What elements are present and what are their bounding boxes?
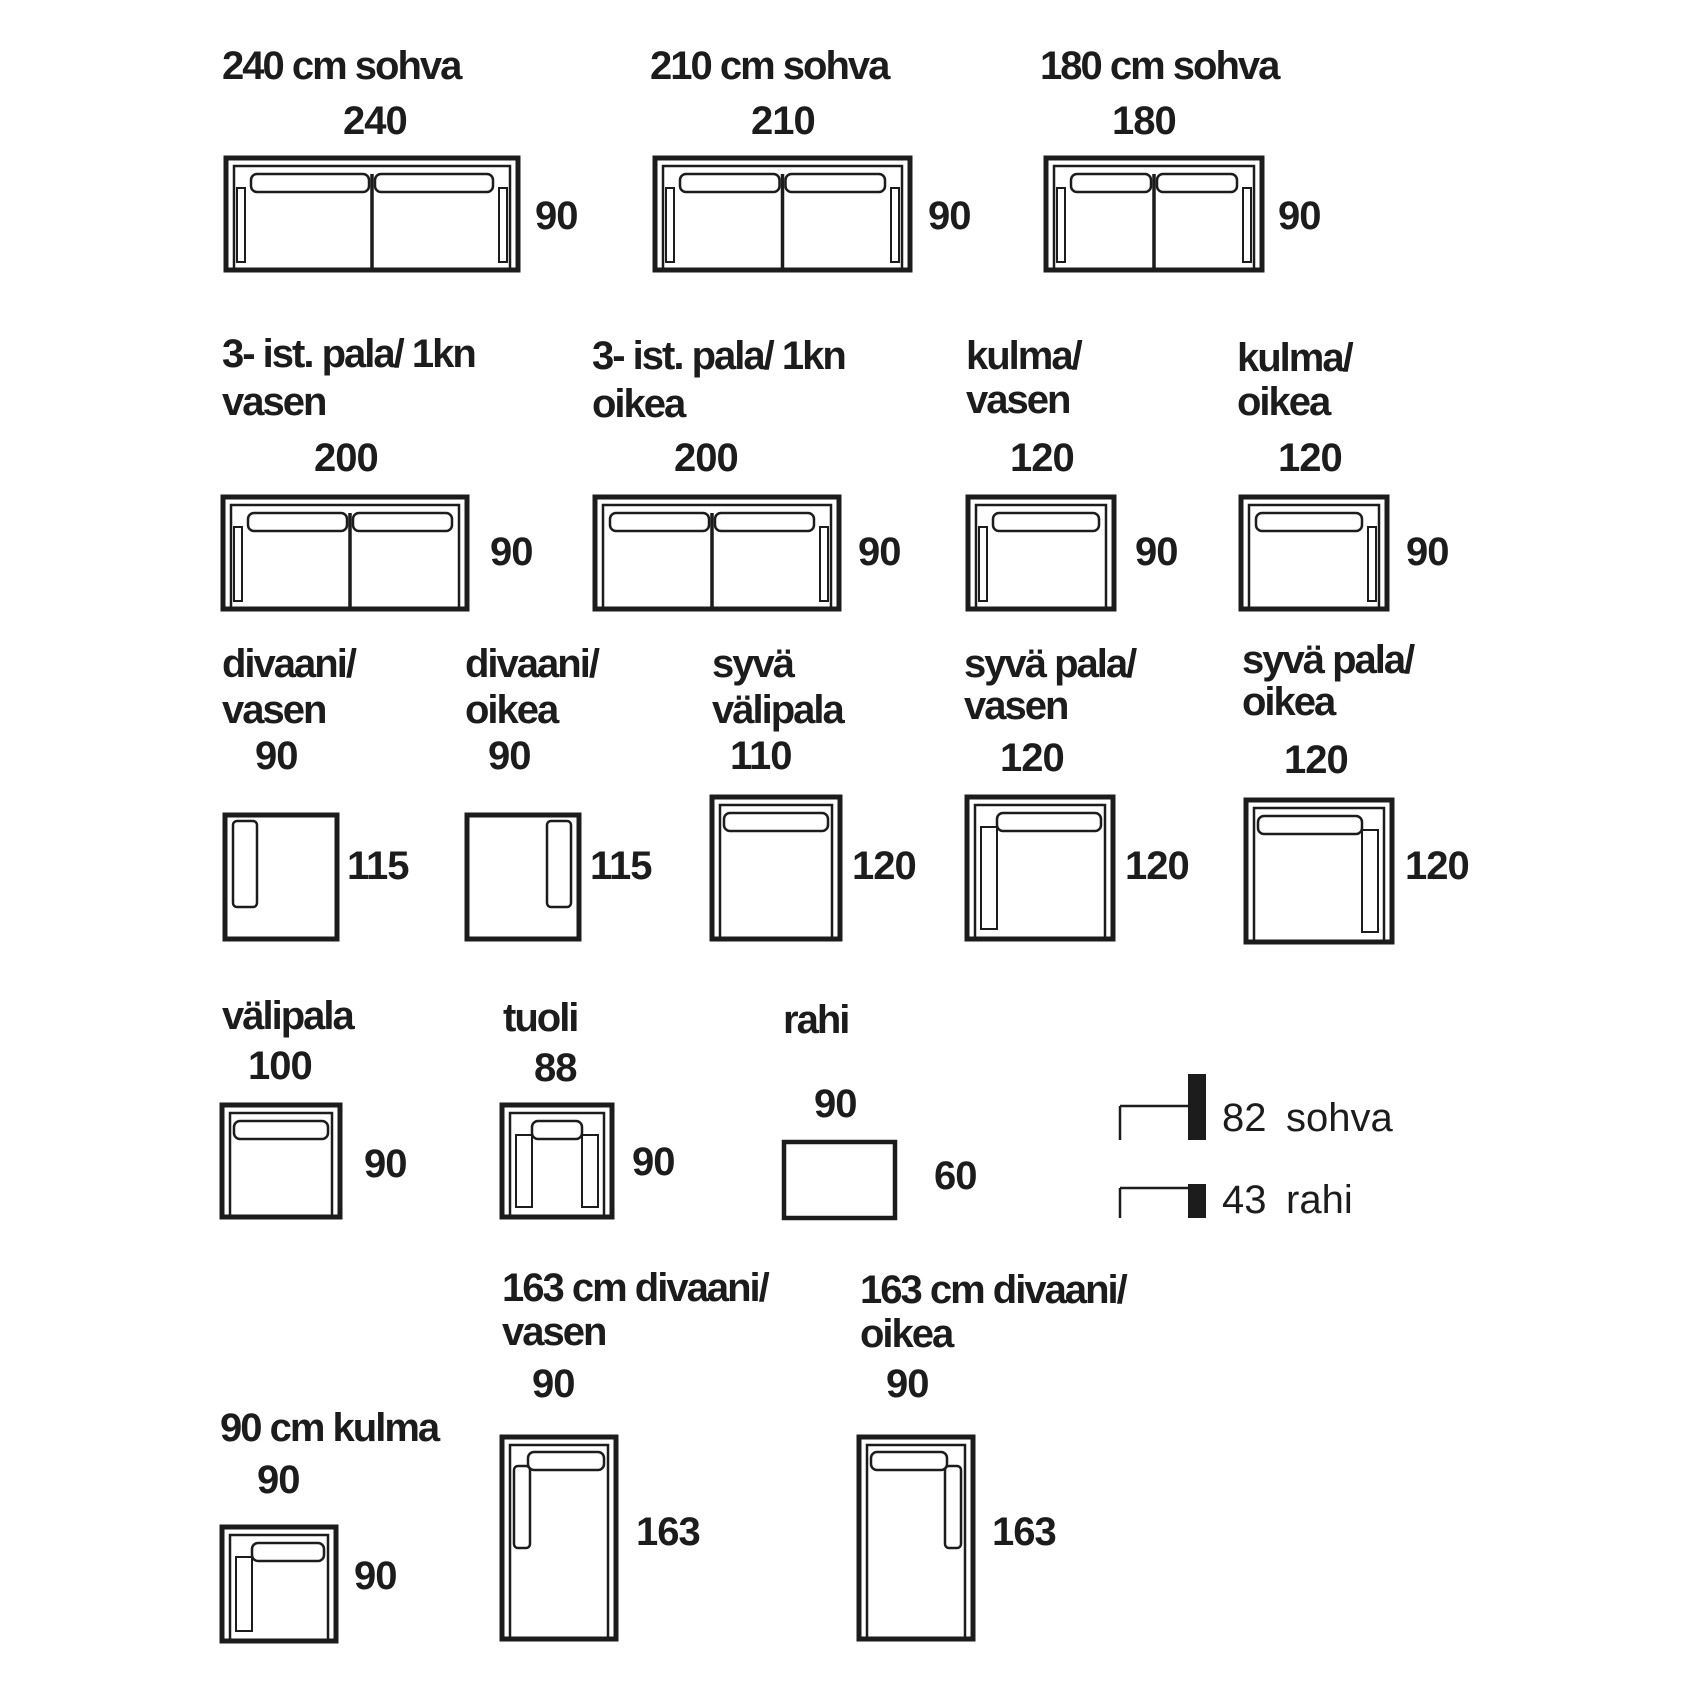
title-divanright-2: oikea — [465, 688, 558, 732]
title-midpiece: välipala — [222, 994, 353, 1038]
depth-cornerright: 90 — [1406, 530, 1449, 574]
depth-deepright: 120 — [1405, 844, 1469, 888]
seat3-left-frame — [231, 505, 459, 609]
seat3-left-back-cushion — [248, 513, 347, 531]
ottoman-outline — [784, 1142, 895, 1218]
chair-frame — [510, 1113, 604, 1217]
seat3-right-frame — [603, 505, 831, 609]
divan163-left-back-cushion — [528, 1452, 604, 1470]
depth-divanright: 115 — [590, 844, 652, 888]
deep-right-right-arm — [1362, 830, 1378, 932]
title-seat3left-1: 3- ist. pala/ 1kn — [222, 332, 475, 376]
sofa-210-right-arm — [891, 188, 899, 262]
deep-left — [967, 797, 1113, 939]
title-cornerright-2: oikea — [1237, 380, 1330, 424]
width-sofa180: 180 — [1112, 99, 1176, 143]
depth-divan163left: 163 — [636, 1510, 700, 1554]
sofa-240-back-cushion — [251, 174, 369, 192]
title-deepleft-2: vasen — [964, 684, 1068, 728]
seat3-right — [595, 497, 839, 609]
depth-chair: 90 — [632, 1140, 675, 1184]
legend-sofa-symbol — [1120, 1074, 1206, 1140]
width-divan163left: 90 — [532, 1362, 575, 1406]
depth-sofa180: 90 — [1278, 194, 1321, 238]
divan163-right-frame — [867, 1445, 965, 1639]
deep-left-back-cushion — [997, 813, 1101, 831]
corner-right-frame — [1249, 505, 1379, 609]
title-corner90: 90 cm kulma — [220, 1406, 439, 1450]
deep-left-outline — [967, 797, 1113, 939]
sofa-180-back-cushion — [1157, 174, 1237, 192]
depth-sofa210: 90 — [928, 194, 971, 238]
mid-piece — [222, 1105, 340, 1217]
deep-left-frame — [975, 805, 1105, 939]
divan-left-arm — [233, 821, 257, 907]
mid-piece-back-cushion — [234, 1121, 328, 1139]
title-divan163right-1: 163 cm divaani/ — [860, 1268, 1126, 1312]
divan-right-outline — [467, 815, 579, 939]
title-deepright-2: oikea — [1242, 680, 1335, 724]
title-divanleft-2: vasen — [222, 688, 326, 732]
sofa-180-left-arm — [1057, 188, 1065, 262]
deep-mid-outline — [712, 797, 840, 939]
divan163-right-back-cushion — [871, 1452, 947, 1470]
seat3-right-right-arm — [820, 527, 828, 601]
title-cornerright-1: kulma/ — [1237, 336, 1352, 380]
divan-right — [467, 815, 579, 939]
deep-mid — [712, 797, 840, 939]
seat3-left-back-cushion — [353, 513, 452, 531]
corner-right-back-cushion — [1256, 513, 1362, 531]
mid-piece-frame — [230, 1113, 332, 1217]
title-deepmid-1: syvä — [712, 642, 793, 686]
sofa-180-back-cushion — [1071, 174, 1151, 192]
title-sofa210: 210 cm sohva — [650, 44, 889, 88]
depth-divan163right: 163 — [992, 1510, 1056, 1554]
corner-left-frame — [976, 505, 1106, 609]
title-divanleft-1: divaani/ — [222, 642, 355, 686]
width-divanright: 90 — [488, 734, 531, 778]
deep-right-outline — [1246, 800, 1392, 942]
title-divan163left-2: vasen — [502, 1310, 606, 1354]
title-deepright-1: syvä pala/ — [1242, 638, 1414, 682]
depth-ottoman: 60 — [934, 1154, 977, 1198]
divan163-left — [502, 1437, 616, 1639]
corner-90 — [222, 1527, 336, 1641]
corner-90-back-cushion — [252, 1543, 324, 1561]
width-cornerright: 120 — [1278, 436, 1342, 480]
corner-right — [1241, 497, 1387, 609]
title-divan163right-2: oikea — [860, 1312, 953, 1356]
title-sofa180: 180 cm sohva — [1040, 44, 1279, 88]
depth-seat3left: 90 — [490, 530, 533, 574]
title-divan163left-1: 163 cm divaani/ — [502, 1266, 768, 1310]
divan163-left-outline — [502, 1437, 616, 1639]
width-seat3right: 200 — [674, 436, 738, 480]
divan-left — [225, 815, 337, 939]
divan163-left-arm — [514, 1466, 530, 1548]
divan163-right — [859, 1437, 973, 1639]
seat3-right-back-cushion — [610, 513, 709, 531]
sofa-210-back-cushion — [786, 174, 886, 192]
divan163-left-frame — [510, 1445, 608, 1639]
corner-left-back-cushion — [993, 513, 1099, 531]
sofa-210-back-cushion — [680, 174, 780, 192]
width-divan163right: 90 — [886, 1362, 929, 1406]
deep-mid-back-cushion — [724, 813, 828, 831]
legend-label-ottoman: rahi — [1286, 1178, 1353, 1222]
chair-back-cushion — [532, 1121, 582, 1139]
width-divanleft: 90 — [255, 734, 298, 778]
deep-right-frame — [1254, 808, 1384, 942]
chair-left-arm — [516, 1135, 532, 1207]
sofa-240-left-arm — [237, 188, 245, 262]
divan-left-outline — [225, 815, 337, 939]
width-midpiece: 100 — [248, 1044, 312, 1088]
title-deepleft-1: syvä pala/ — [964, 642, 1136, 686]
title-seat3right-2: oikea — [592, 382, 685, 426]
title-seat3right-1: 3- ist. pala/ 1kn — [592, 334, 845, 378]
depth-cornerleft: 90 — [1135, 530, 1178, 574]
sofa-180 — [1046, 158, 1262, 270]
seat3-left-left-arm — [234, 527, 242, 601]
legend-sofa-back — [1188, 1074, 1206, 1140]
depth-midpiece: 90 — [364, 1142, 407, 1186]
width-sofa210: 210 — [751, 99, 815, 143]
sofa-210 — [655, 158, 910, 270]
deep-right — [1246, 800, 1392, 942]
deep-left-left-arm — [981, 827, 997, 929]
legend-value-ottoman: 43 — [1222, 1178, 1267, 1222]
chair — [502, 1105, 612, 1217]
legend-ottoman-back — [1188, 1184, 1206, 1218]
width-ottoman: 90 — [814, 1082, 857, 1126]
sofa-240 — [226, 158, 518, 270]
width-sofa240: 240 — [343, 99, 407, 143]
depth-seat3right: 90 — [858, 530, 901, 574]
title-chair: tuoli — [503, 996, 578, 1040]
corner-90-left-arm — [236, 1557, 252, 1631]
seat3-left — [223, 497, 467, 609]
width-deepmid: 110 — [730, 734, 792, 778]
width-seat3left: 200 — [314, 436, 378, 480]
width-corner90: 90 — [257, 1458, 300, 1502]
deep-mid-frame — [720, 805, 832, 939]
width-cornerleft: 120 — [1010, 436, 1074, 480]
width-deepright: 120 — [1284, 738, 1348, 782]
legend-ottoman-symbol — [1120, 1184, 1206, 1218]
title-divanright-1: divaani/ — [465, 642, 598, 686]
divan163-right-arm — [945, 1466, 961, 1548]
depth-deepmid: 120 — [852, 844, 916, 888]
seat3-right-back-cushion — [715, 513, 814, 531]
title-deepmid-2: välipala — [712, 688, 843, 732]
corner-90-frame — [230, 1535, 328, 1641]
sofa-240-back-cushion — [375, 174, 493, 192]
legend-value-sofa: 82 — [1222, 1096, 1267, 1140]
legend-label-sofa: sohva — [1286, 1096, 1393, 1140]
title-cornerleft-1: kulma/ — [966, 334, 1081, 378]
divan-right-arm — [547, 821, 571, 907]
width-chair: 88 — [534, 1046, 577, 1090]
depth-sofa240: 90 — [535, 194, 578, 238]
corner-left-left-arm — [979, 527, 987, 601]
depth-deepleft: 120 — [1125, 844, 1189, 888]
corner-left — [968, 497, 1114, 609]
title-sofa240: 240 cm sohva — [222, 44, 461, 88]
chair-right-arm — [582, 1135, 598, 1207]
title-cornerleft-2: vasen — [966, 378, 1070, 422]
divan163-right-outline — [859, 1437, 973, 1639]
title-ottoman: rahi — [783, 998, 849, 1042]
width-deepleft: 120 — [1000, 736, 1064, 780]
depth-corner90: 90 — [354, 1554, 397, 1598]
depth-divanleft: 115 — [347, 844, 409, 888]
title-seat3left-2: vasen — [222, 380, 326, 424]
sofa-180-right-arm — [1243, 188, 1251, 262]
corner-right-right-arm — [1368, 527, 1376, 601]
sofa-210-left-arm — [666, 188, 674, 262]
sofa-240-right-arm — [499, 188, 507, 262]
ottoman — [784, 1142, 895, 1218]
deep-right-back-cushion — [1258, 816, 1362, 834]
